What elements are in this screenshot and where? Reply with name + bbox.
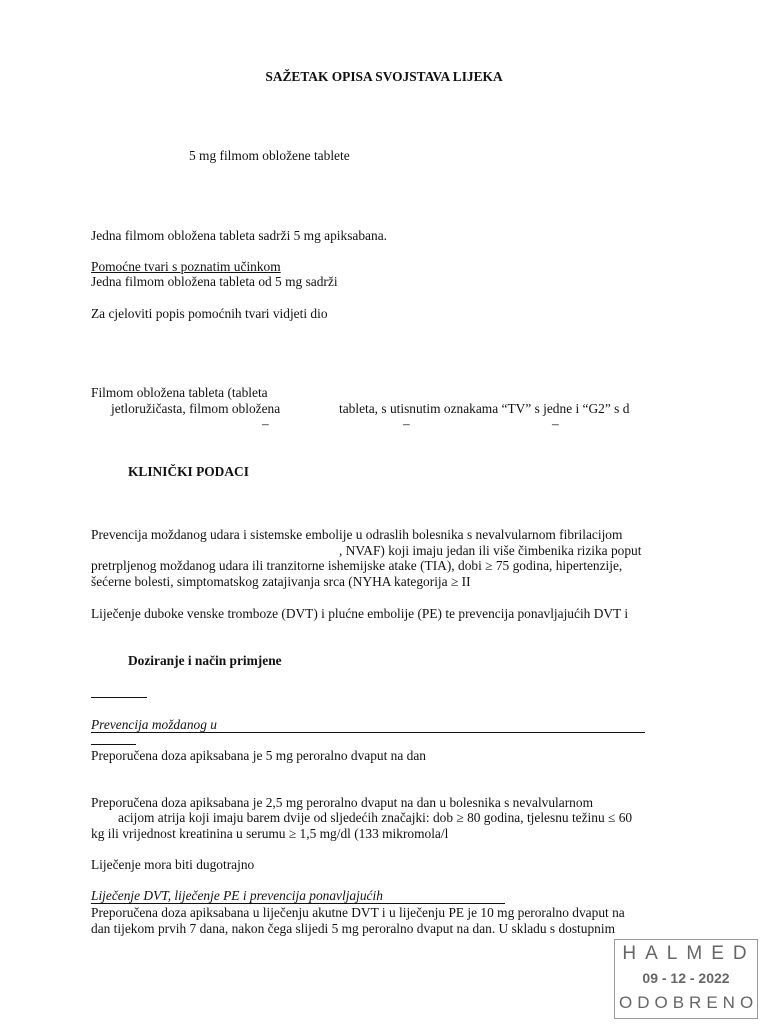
form-dash-3: –	[552, 416, 559, 431]
product-strength: 5 mg filmom obložene tablete	[189, 148, 350, 163]
dvt-subheading-underline	[91, 903, 505, 904]
document-title: SAŽETAK OPISA SVOJSTAVA LIJEKA	[265, 69, 503, 84]
long-term-treatment: Liječenje mora biti dugotrajno	[91, 857, 255, 872]
clinical-heading: KLINIČKI PODACI	[128, 464, 249, 479]
dvt-subheading: Liječenje DVT, liječenje PE i prevencija ponavljajućih	[91, 888, 383, 903]
indication-line-1: Prevencija moždanog udara i sistemske embolije u odraslih bolesnika s nevalvularnom fibrilacijom	[91, 527, 623, 542]
excipients-line: Jedna filmom obložena tableta od 5 mg sadrži	[91, 274, 338, 289]
pharmaceutical-form-line2b: tableta, s utisnutim oznakama “TV” s jedne i “G2” s d	[339, 401, 630, 416]
stamp-date: 09 - 12 - 2022	[642, 970, 730, 986]
pharmaceutical-form-line1: Filmom obložena tableta (tableta	[91, 385, 268, 400]
stroke-subheading: Prevencija moždanog u	[91, 717, 217, 732]
separator-line	[91, 697, 147, 698]
excipients-heading: Pomoćne tvari s poznatim učinkom	[91, 259, 281, 274]
excipients-full-list: Za cjeloviti popis pomoćnih tvari vidjeti dio	[91, 306, 328, 321]
reduced-dose-line-2: acijom atrija koji imaju barem dvije od sljedećih značajki: dob ≥ 80 godina, tjelesnu težinu ≤ 60	[118, 810, 633, 825]
stroke-subheading-underline	[91, 732, 645, 733]
indication-line-3: pretrpljenog moždanog udara ili tranzitorne ishemijske atake (TIA), dobi ≥ 75 godina, hipertenzije,	[91, 558, 623, 573]
indication-line-5: Liječenje duboke venske tromboze (DVT) i plućne embolije (PE) te prevencija ponavljajućih DVT i	[91, 606, 629, 621]
pharmaceutical-form-line2a: jetloružičasta, filmom obložena	[111, 401, 281, 416]
dvt-dose-line-1: Preporučena doza apiksabana u liječenju akutne DVT i u liječenju PE je 10 mg peroralno dvaput na	[91, 905, 625, 920]
composition-line: Jedna filmom obložena tableta sadrži 5 mg apiksabana.	[91, 228, 387, 243]
indication-line-4: šećerne bolesti, simptomatskog zatajivanja srca (NYHA kategorija ≥ II	[91, 574, 471, 589]
approval-stamp	[614, 939, 758, 1019]
reduced-dose-line-1: Preporučena doza apiksabana je 2,5 mg peroralno dvaput na dan u bolesnika s nevalvularnom	[91, 795, 593, 810]
separator-line	[91, 744, 136, 745]
stamp-status: ODOBRENO	[619, 993, 759, 1012]
indication-line-2: , NVAF) koji imaju jedan ili više čimbenika rizika poput	[339, 543, 642, 558]
dvt-dose-line-2: dan tijekom prvih 7 dana, nakon čega slijedi 5 mg peroralno dvaput na dan. U skladu s dostupnim	[91, 921, 615, 936]
dosing-heading: Doziranje i način primjene	[128, 653, 282, 668]
form-dash-2: –	[403, 416, 410, 431]
reduced-dose-line-3: kg ili vrijednost kreatinina u serumu ≥ 1,5 mg/dl (133 mikromola/l	[91, 826, 449, 841]
dose-5mg: Preporučena doza apiksabana je 5 mg peroralno dvaput na dan	[91, 748, 427, 763]
stamp-agency: HALMED	[622, 943, 756, 964]
form-dash-1: –	[262, 416, 269, 431]
